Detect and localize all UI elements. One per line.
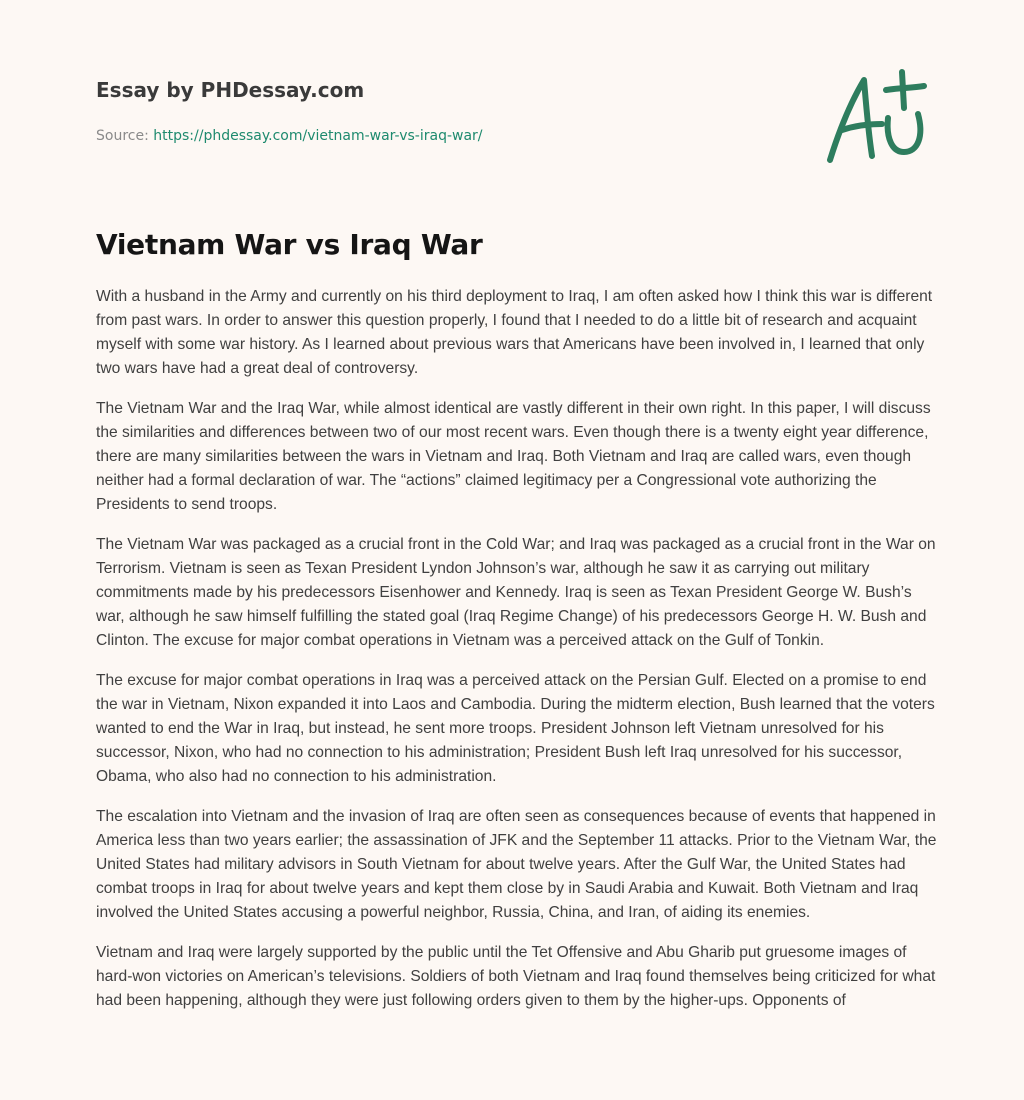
essay-paragraph: The excuse for major combat operations in Iraq was a perceived attack on the Persian Gulf. Elected on a promise to end the war in Vietnam, Nixon expanded it into Laos and Cambodia. During the midterm election, Bush learned that the voters wanted to end the War in Iraq, but instead, he sent more troops. President Johnson left Vietnam unresolved for his successor, Nixon, who had no connection to his administration; President Bush left Iraq unresolved for his successor, Obama, who also had no connection to his administration. (96, 672, 935, 785)
source-link[interactable]: https://phdessay.com/vietnam-war-vs-iraq-war/ (153, 128, 483, 144)
essay-body (96, 285, 938, 1029)
essay-paragraph: The escalation into Vietnam and the invasion of Iraq are often seen as consequences because of events that happened in America less than two years earlier; the assassination of JFK and the September 11 attacks. Prior to the Vietnam War, the United States had military advisors in South Vietnam for about twelve years. After the Gulf War, the United States had combat troops in Iraq for about twelve years and kept them close by in Saudi Arabia and Kuwait. Both Vietnam and Iraq involved the United States accusing a powerful neighbor, Russia, China, and Iran, of aiding its enemies. (96, 808, 937, 921)
essay-paragraph: With a husband in the Army and currently on his third deployment to Iraq, I am often asked how I think this war is different from past wars. In order to answer this question properly, I found that I needed to do a little bit of research and acquaint myself with some war history. As I learned about previous wars that Americans have been involved in, I learned that only two wars have had a great deal of controversy. (96, 288, 933, 377)
essay-paragraph: Vietnam and Iraq were largely supported by the public until the Tet Offensive and Abu Gharib put gruesome images of hard-won victories on American’s televisions. Soldiers of both Vietnam and Iraq found themselves being criticized for what had been happening, although they were just following orders given to them by the higher-ups. Opponents of (96, 944, 936, 1009)
source-label: Source: (96, 128, 149, 144)
page-header (96, 76, 796, 146)
essay-paragraph: The Vietnam War and the Iraq War, while almost identical are vastly different in their own right. In this paper, I will discuss the similarities and differences between two of our most recent wars. Even though there is a twenty eight year difference, there are many similarities between the wars in Vietnam and Iraq. Both Vietnam and Iraq are called wars, even though neither had a formal declaration of war. The “actions” claimed legitimacy per a Congressional vote authorizing the Presidents to send troops. (96, 400, 931, 513)
a-plus-logo-icon (818, 64, 930, 168)
essay-paragraph: The Vietnam War was packaged as a crucial front in the Cold War; and Iraq was packaged as a crucial front in the War on Terrorism. Vietnam is seen as Texan President Lyndon Johnson’s war, although he saw it as carrying out military commitments made by his predecessors Eisenhower and Kennedy. Iraq is seen as Texan President George W. Bush’s war, although he saw himself fulfilling the stated goal (Iraq Regime Change) of his predecessors George H. W. Bush and Clinton. The excuse for major combat operations in Vietnam was a perceived attack on the Gulf of Tonkin. (96, 536, 936, 649)
source-line (96, 126, 796, 146)
brand-title: Essay by PHDessay.com (96, 78, 365, 102)
essay-title: Vietnam War vs Iraq War (96, 228, 483, 261)
